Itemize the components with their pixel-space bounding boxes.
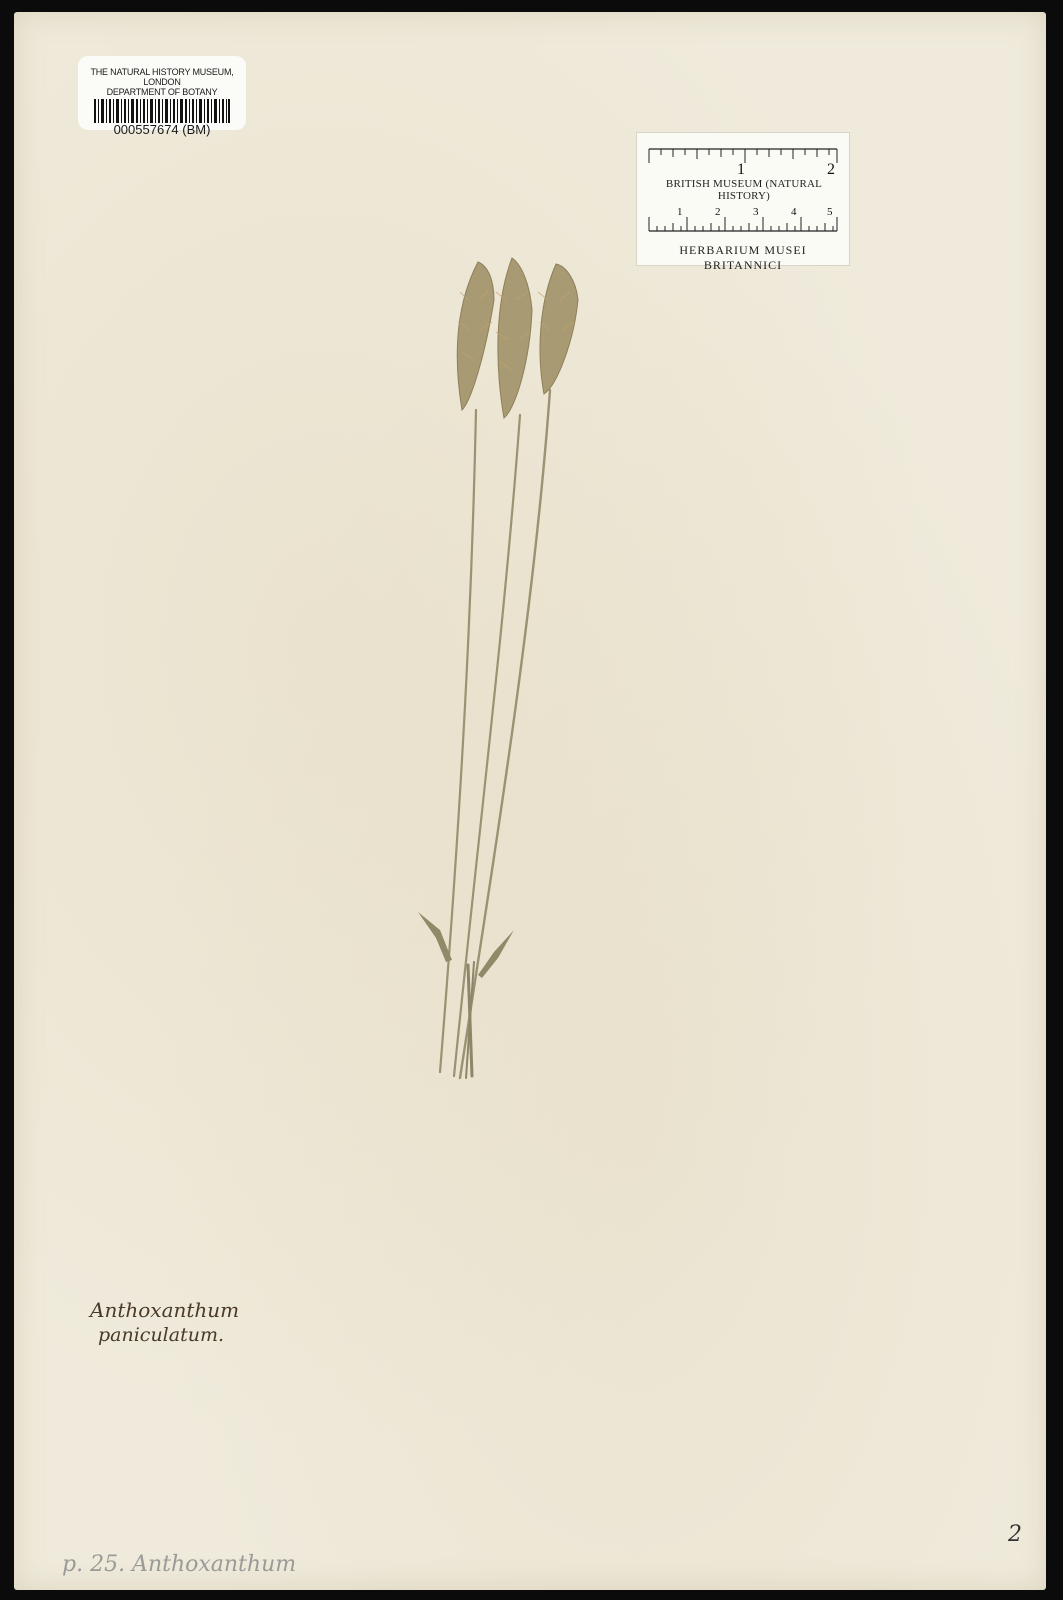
taxon-name-line1: Anthoxanthum [90,1298,240,1322]
pencil-reference-note: p. 25. Anthoxanthum [62,1552,297,1577]
cm-mark-5: 5 [827,206,833,218]
sheet-number: 2 [1008,1522,1022,1547]
department-name: DEPARTMENT OF BOTANY [106,87,218,97]
spikelets [457,258,578,418]
inch-mark-2: 2 [827,161,835,178]
inch-mark-1: 1 [737,161,745,178]
stems [440,390,550,1078]
cm-mark-4: 4 [791,206,797,218]
institution-name: THE NATURAL HISTORY MUSEUM, LONDON [90,67,234,87]
herbarium-name: HERBARIUM MUSEI BRITANNICI [679,243,807,272]
catalog-number: 000557674 (BM) [113,122,211,137]
cm-mark-3: 3 [753,206,759,218]
cm-mark-2: 2 [715,206,721,218]
museum-name: BRITISH MUSEUM (NATURAL HISTORY) [665,178,823,202]
taxon-name-line2: paniculatum. [98,1324,225,1346]
cm-mark-1: 1 [677,206,683,218]
